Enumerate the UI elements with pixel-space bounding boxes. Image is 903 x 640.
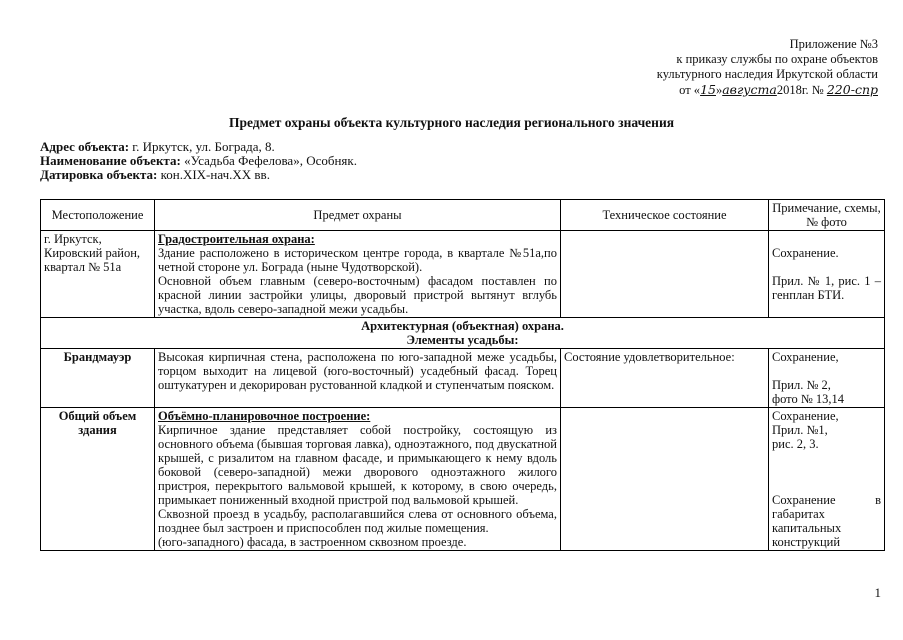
date-prefix: от « <box>679 83 701 97</box>
name-value: «Усадьба Фефелова», Особняк. <box>184 153 357 168</box>
subject-cell <box>155 231 561 318</box>
section-row <box>41 318 885 349</box>
element-cell: Брандмауэр <box>41 349 155 408</box>
note: фото № 13,14 <box>772 392 845 406</box>
dating-value: кон.XIX-нач.XX вв. <box>160 167 270 182</box>
table-row <box>41 349 885 408</box>
subject-cell: Высокая кирпичная стена, расположена по юго-западной меже усадьбы, торцом выходит на лицевой (юго-восточный) усадебный фасад. Торец оштукатурен и декорирован рустованной кладкой и ступенчатым пояском. <box>155 349 561 408</box>
paragraph: Основной объем главным (северо-восточным) фасадом поставлен по красной линии застройки улицы, дворовый пристрой вытянут вглубь участка, вдоль северо-западной межи усадьбы. <box>158 274 557 316</box>
notes-cell <box>769 349 885 408</box>
condition-cell <box>561 231 769 318</box>
element-cell: Общий объем здания <box>41 408 155 551</box>
object-info <box>40 140 357 182</box>
section-heading: Объёмно-планировочное построение: <box>158 409 371 423</box>
address-line <box>40 140 357 154</box>
subject-cell <box>155 408 561 551</box>
date-year: 2018г. № <box>776 83 824 97</box>
handwritten-day: 15 <box>700 82 716 97</box>
note: Прил. №1, <box>772 423 828 437</box>
address-value: г. Иркутск, ул. Бограда, 8. <box>132 139 275 154</box>
table-row <box>41 231 885 318</box>
paragraph: Здание расположено в историческом центре города, в квартале №51а,по четной стороне ул. Бограда (ныне Чудотворской). <box>158 246 557 274</box>
document-title: Предмет охраны объекта культурного наследия регионального значения <box>228 115 675 130</box>
annex-date-line <box>657 82 878 98</box>
note: рис. 2, 3. <box>772 437 819 451</box>
notes-cell <box>769 408 885 551</box>
dating-line <box>40 168 357 182</box>
section-title: Архитектурная (объектная) охрана. <box>361 319 564 333</box>
paragraph: Кирпичное здание представляет собой постройку, состоящую из основного объема (бывшая торговая лавка), одноэтажного, под двускатной крышей, с ризалитом на главном фасаде, и примыкающего к нему вдоль боковой (северо-западной) межи дворового одноэтажного жилого пристроя, перекрытого вальмовой крышей, к которому, в свою очередь, примыкает пониженный входной пристрой под вальмовой крышей. <box>158 423 557 507</box>
note: Прил. № 2, <box>772 378 831 392</box>
location-cell: г. Иркутск, Кировский район, квартал № 51а <box>41 231 155 318</box>
note: Сохранение в габаритах капитальных конструкций <box>772 493 881 549</box>
table-row <box>41 408 885 551</box>
header-condition: Техническое состояние <box>561 200 769 231</box>
annex-header <box>657 37 878 98</box>
handwritten-month: августа <box>722 82 777 97</box>
section-subtitle: Элементы усадьбы: <box>406 333 519 347</box>
note: Прил. № 1, рис. 1 – генплан БТИ. <box>772 274 881 302</box>
annex-title: Приложение №3 <box>789 37 878 51</box>
paragraph: Сквозной проезд в усадьбу, располагавшийся слева от основного объема, позднее был застроен и приспособлен под жилые помещения. <box>158 507 557 535</box>
dating-label: Датировка объекта: <box>40 167 158 182</box>
name-line <box>40 154 357 168</box>
note: Сохранение, <box>772 350 839 364</box>
paragraph: (юго-западного) фасада, в застроенном сквозном проезде. <box>158 535 467 549</box>
protection-table <box>40 199 885 551</box>
handwritten-order-number: 220-спр <box>826 82 878 97</box>
name-label: Наименование объекта: <box>40 153 181 168</box>
header-subject: Предмет охраны <box>155 200 561 231</box>
condition-cell: Состояние удовлетворительное: <box>561 349 769 408</box>
header-notes: Примечание, схемы, № фото <box>769 200 885 231</box>
page-number: 1 <box>874 585 881 600</box>
note: Сохранение, <box>772 409 839 423</box>
address-label: Адрес объекта: <box>40 139 130 154</box>
note: Сохранение. <box>772 246 839 260</box>
section-heading: Градостроительная охрана: <box>158 232 315 246</box>
notes-cell <box>769 231 885 318</box>
date-mid: » <box>715 83 723 97</box>
annex-line-3: культурного наследия Иркутской области <box>656 67 878 81</box>
table-header-row <box>41 200 885 231</box>
header-location: Местоположение <box>41 200 155 231</box>
annex-line-2: к приказу службы по охране объектов <box>676 52 878 66</box>
condition-cell <box>561 408 769 551</box>
section-cell <box>41 318 885 349</box>
